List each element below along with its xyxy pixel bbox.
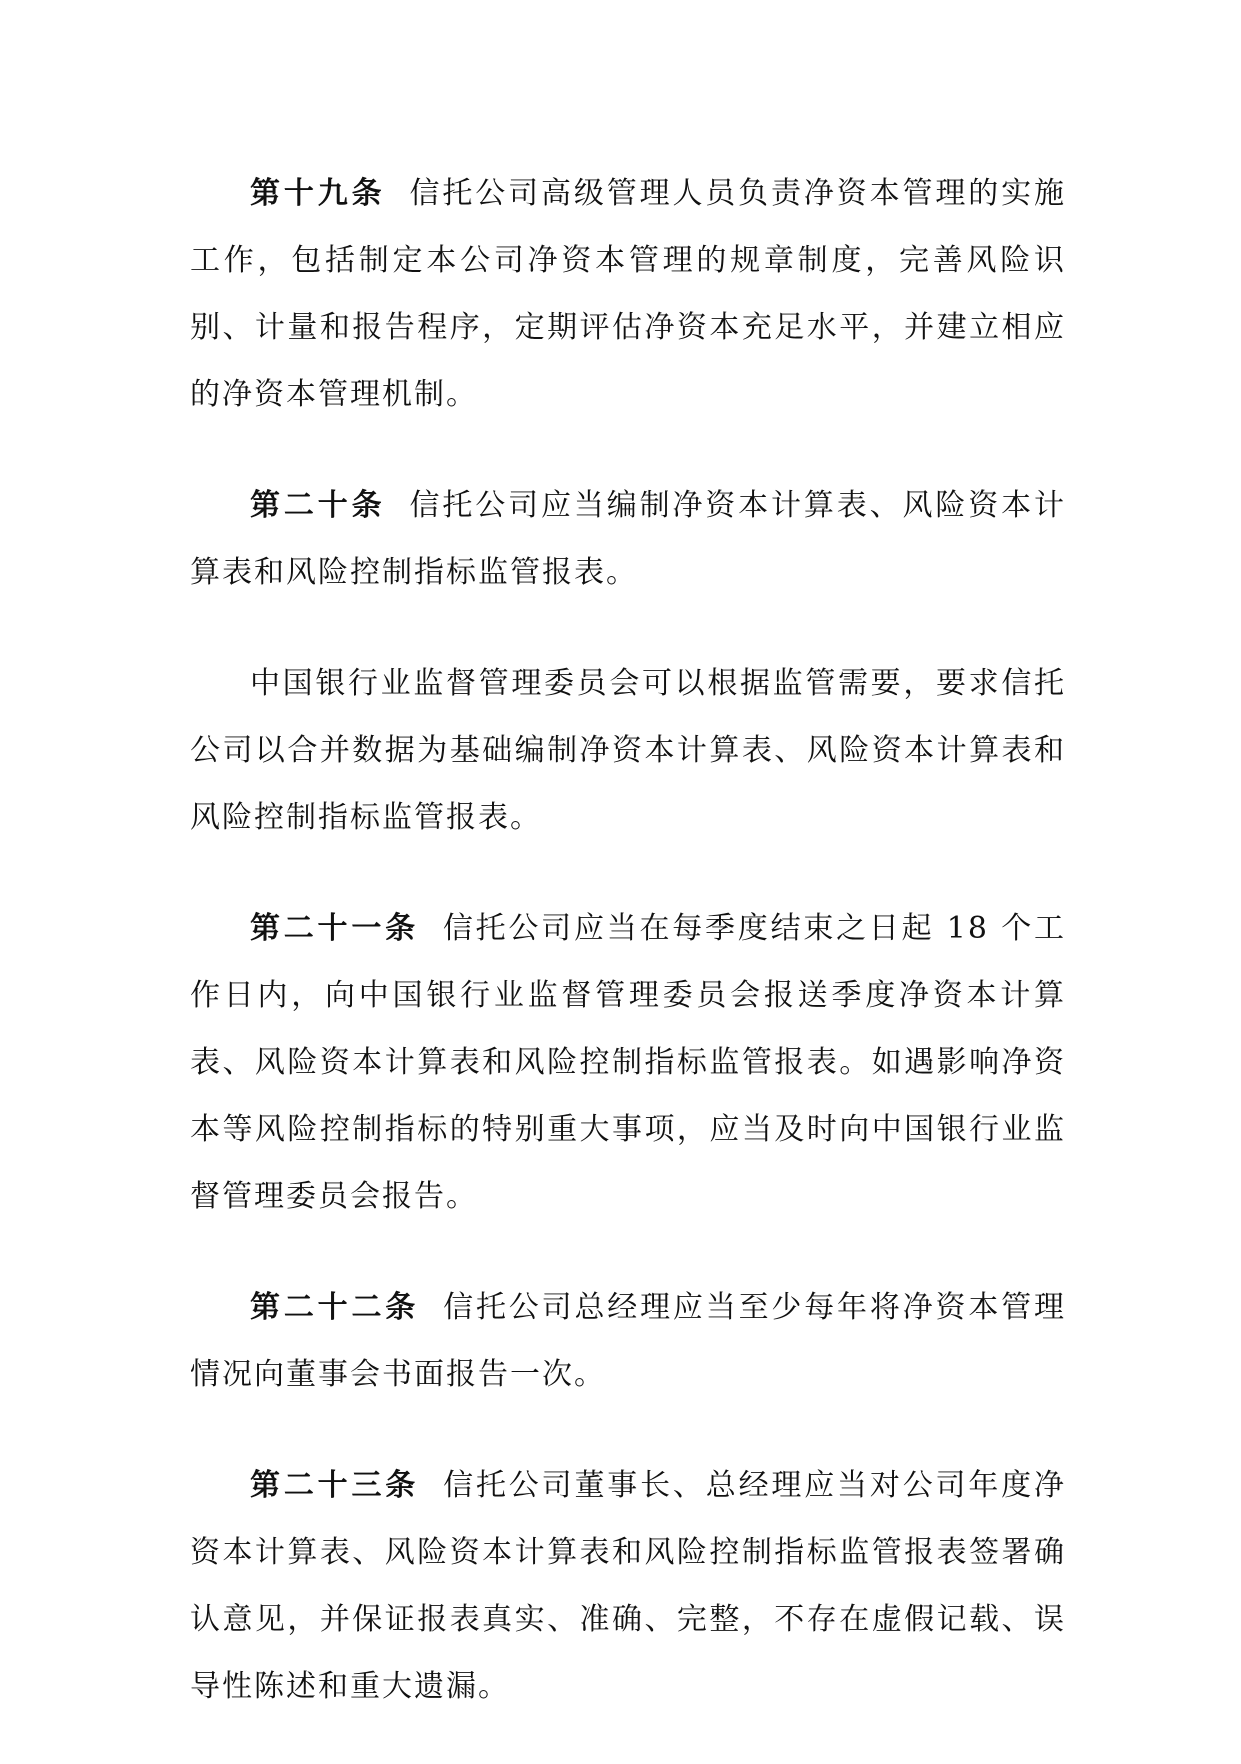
article-20-continuation-text: 中国银行业监督管理委员会可以根据监管需要，要求信托公司以合并数据为基础编制净资本计算表、风险资本计算表和风险控制指标监管报表。 [190,666,1066,835]
article-20-continuation-paragraph [190,650,1066,851]
article-21-number: 第二十一条 [250,911,419,946]
article-20-text: 信托公司应当编制净资本计算表、风险资本计算表和风险控制指标监管报表。 [190,488,1067,590]
article-21-paragraph [190,895,1066,1230]
article-22-text: 信托公司总经理应当至少每年将净资本管理情况向董事会书面报告一次。 [190,1290,1067,1392]
article-20-paragraph [190,472,1066,606]
article-21-text: 信托公司应当在每季度结束之日起 18 个工作日内，向中国银行业监督管理委员会报送季度净资本计算表、风险资本计算表和风险控制指标监管报表。如遇影响净资本等风险控制指标的特别重大事项，应当及时向中国银行业监督管理委员会报告。 [190,911,1066,1214]
article-20-number: 第二十条 [250,488,386,523]
article-23-text: 信托公司董事长、总经理应当对公司年度净资本计算表、风险资本计算表和风险控制指标监管报表签署确认意见，并保证报表真实、准确、完整，不存在虚假记载、误导性陈述和重大遗漏。 [190,1468,1067,1704]
article-19-paragraph [190,160,1066,428]
article-22-paragraph [190,1274,1066,1408]
document-body [190,160,1066,1764]
article-19-number: 第十九条 [250,176,386,211]
article-22-number: 第二十二条 [250,1290,420,1325]
article-23-number: 第二十三条 [250,1468,420,1503]
article-23-paragraph [190,1452,1066,1720]
article-19-text: 信托公司高级管理人员负责净资本管理的实施工作，包括制定本公司净资本管理的规章制度，完善风险识别、计量和报告程序，定期评估净资本充足水平，并建立相应的净资本管理机制。 [190,176,1067,412]
